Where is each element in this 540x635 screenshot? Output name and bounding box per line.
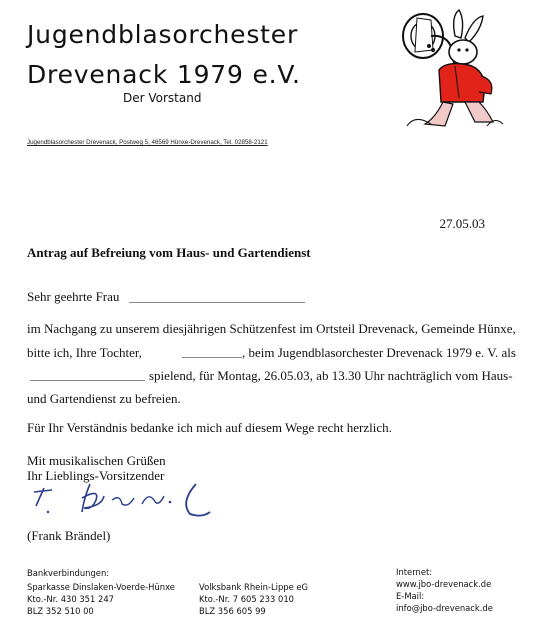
body-line-1: im Nachgang zu unserem diesjährigen Schützenfest im Ortsteil Drevenack, Gemeinde Hünxe, — [27, 321, 516, 336]
salutation: Sehr geehrte Frau — [27, 289, 120, 304]
redacted-instrument-field — [30, 380, 145, 381]
org-name-line2: Drevenack 1979 e.V. — [27, 60, 301, 89]
thanks-sentence: Für Ihr Verständnis bedanke ich mich auf diesem Wege recht herzlich. — [27, 420, 392, 435]
redacted-daughter-name — [182, 357, 242, 358]
body-line-3: spielend, für Montag, 26.05.03, ab 13.30 Uhr nachträglich vom Haus- — [149, 368, 513, 383]
bank2-blz: BLZ 356 605 99 — [199, 606, 266, 616]
tuba-player-rabbit-icon — [395, 6, 505, 138]
closing-line-2: Ihr Lieblings-Vorsitzender — [27, 468, 165, 483]
body-line-4: und Gartendienst zu befreien. — [27, 391, 181, 406]
org-name-line1: Jugendblasorchester — [27, 20, 299, 49]
bank2-account: Kto.-Nr. 7 605 233 010 — [199, 594, 294, 604]
email-link[interactable]: info@jbo-drevenack.de — [396, 603, 493, 613]
bank-label: Bankverbindungen: — [27, 568, 110, 578]
bank-details-volksbank — [199, 581, 308, 617]
bank2-name: Volksbank Rhein-Lippe eG — [199, 582, 309, 592]
letter-date: 27.05.03 — [439, 216, 485, 231]
sender-address: Jugendblasorchester Drevenack, Postweg 5, 46569 Hünxe-Drevenack, Tel. 02858-2121 — [27, 139, 268, 146]
bank1-name: Sparkasse Dinslaken-Voerde-Hünxe — [27, 582, 175, 592]
email-label: E-Mail: — [396, 591, 425, 601]
internet-label: Internet: — [396, 567, 433, 577]
signer-name: (Frank Brändel) — [27, 528, 111, 543]
body-line-2-start: bitte ich, Ihre Tochter, — [27, 345, 142, 360]
bank1-blz: BLZ 352 510 00 — [27, 606, 94, 616]
contact-details — [396, 566, 493, 614]
website-link[interactable]: www.jbo-drevenack.de — [396, 579, 492, 589]
handwritten-signature — [30, 478, 215, 520]
redacted-name-field — [129, 302, 305, 303]
letterhead-subtitle: Der Vorstand — [123, 91, 202, 105]
bank1-account: Kto.-Nr. 430 351 247 — [27, 594, 114, 604]
closing-line-1: Mit musikalischen Grüßen — [27, 453, 166, 468]
body-line-2-end: , beim Jugendblasorchester Drevenack 1979 e. V. als — [242, 345, 516, 360]
letter-subject: Antrag auf Befreiung vom Haus- und Gartendienst — [27, 245, 311, 260]
bank-details-sparkasse — [27, 581, 175, 617]
